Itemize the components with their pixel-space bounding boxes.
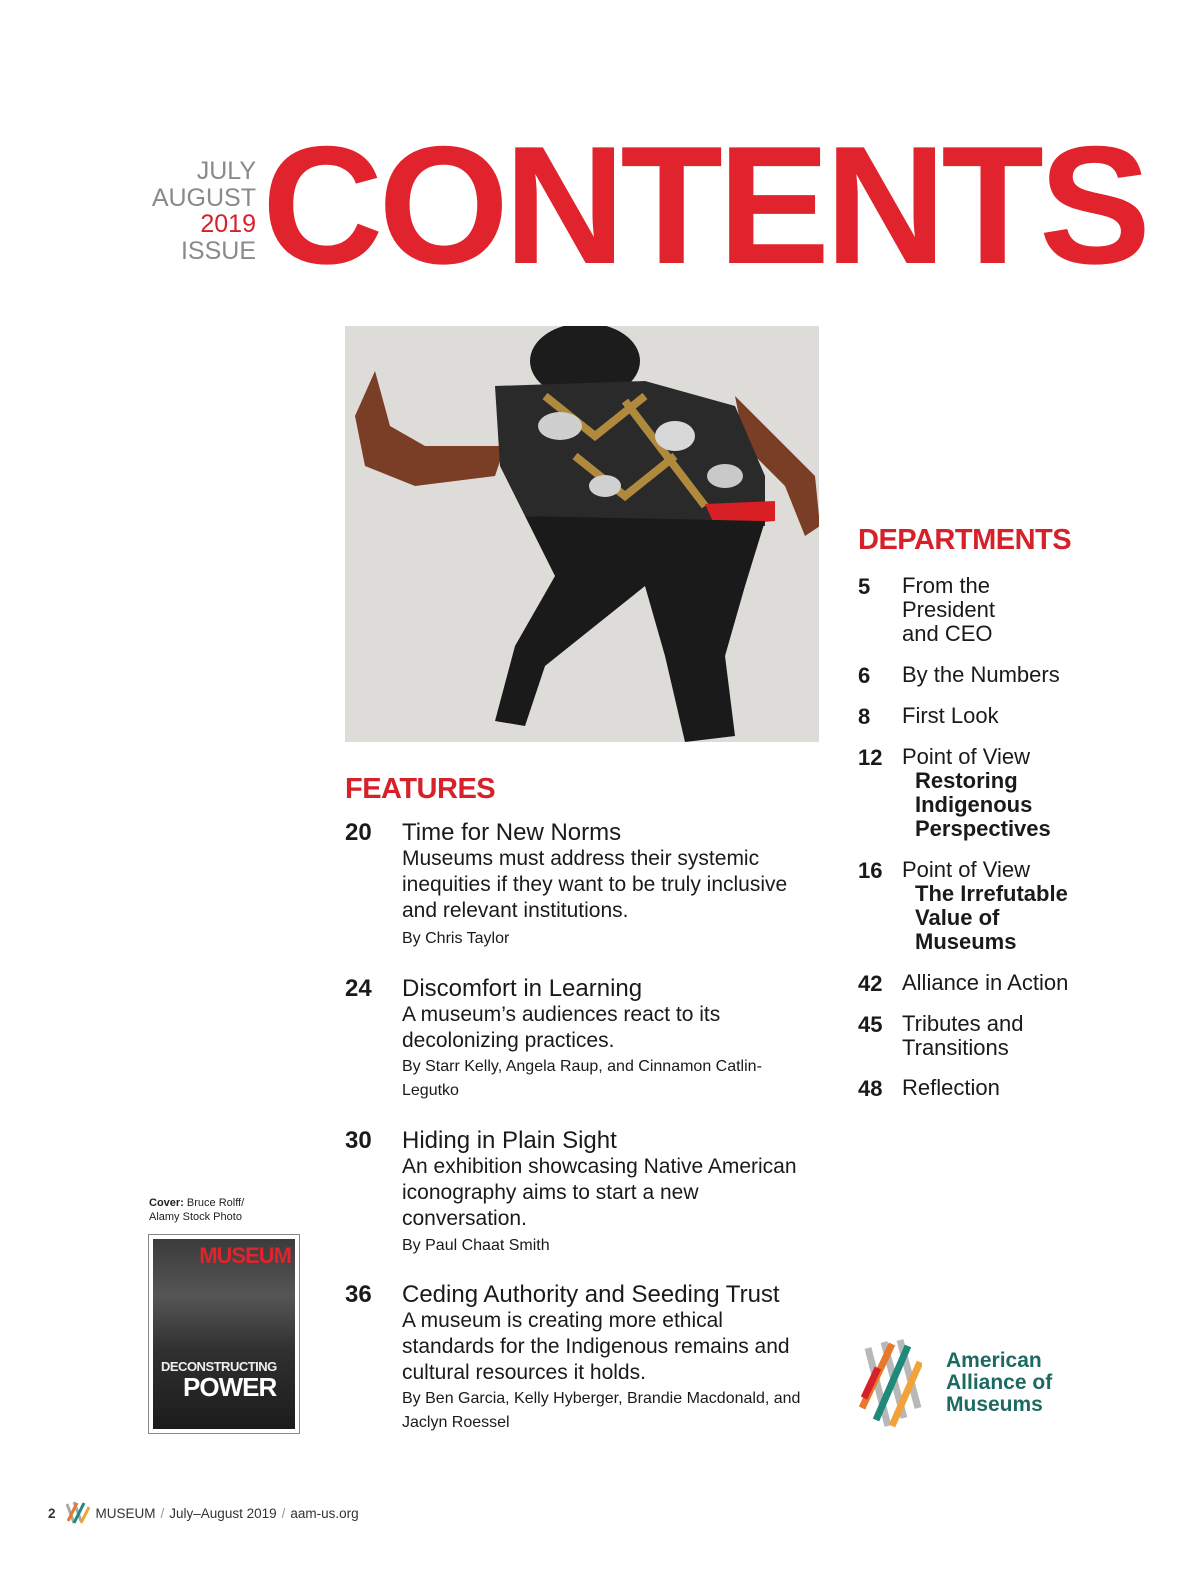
issue-month-2: AUGUST [151, 183, 256, 212]
aam-logo-line-1: American [946, 1349, 1042, 1372]
department-title: Alliance in Action [902, 970, 1069, 995]
feature-description: A museum’s audiences react to its decolonizing practices. [402, 1003, 721, 1052]
department-page-number: 45 [858, 1012, 883, 1037]
issue-label: ISSUE [180, 236, 256, 265]
hero-image [345, 326, 819, 742]
department-item[interactable] [858, 663, 1158, 689]
footer-separator: / [160, 1505, 165, 1521]
department-page-number: 12 [858, 745, 883, 770]
cover-magazine-name: MUSEUM [199, 1243, 291, 1268]
cover-credit-label: Cover: [149, 1197, 184, 1209]
aam-logo-text [946, 1350, 1052, 1416]
feature-description: A museum is creating more ethical standards for the Indigenous remains and cultural resources it holds. [402, 1309, 790, 1384]
aam-lattice-logo-icon [858, 1338, 922, 1428]
department-page-number: 6 [858, 663, 871, 688]
department-page-number: 16 [858, 858, 883, 883]
department-title: Tributes and Transitions [902, 1011, 1024, 1060]
feature-byline: By Paul Chaat Smith [402, 1237, 550, 1254]
department-title: First Look [902, 703, 999, 728]
page-footer [48, 1501, 359, 1525]
department-page-number: 8 [858, 704, 871, 729]
feature-title: Discomfort in Learning [402, 975, 643, 1002]
department-item[interactable] [858, 858, 1158, 956]
dancer-painting-illustration [345, 326, 819, 742]
feature-page-number: 30 [345, 1127, 372, 1154]
cover-headline-2: POWER [183, 1372, 277, 1402]
department-item[interactable] [858, 1076, 1158, 1102]
department-item[interactable] [858, 745, 1158, 843]
feature-page-number: 36 [345, 1281, 372, 1308]
footer-magazine: MUSEUM [95, 1505, 156, 1521]
footer-issue: July–August 2019 [169, 1505, 277, 1521]
department-item[interactable] [858, 1012, 1158, 1062]
features-heading: FEATURES [345, 773, 496, 805]
cover-thumbnail[interactable] [148, 1234, 300, 1434]
department-item[interactable] [858, 574, 1158, 648]
cover-headline-1: DECONSTRUCTING [161, 1359, 277, 1374]
feature-item[interactable] [345, 1127, 805, 1262]
feature-title: Hiding in Plain Sight [402, 1127, 617, 1154]
department-title: By the Numbers [902, 662, 1060, 687]
department-title: Point of View [902, 857, 1031, 882]
department-title: From the President and CEO [902, 573, 995, 646]
page-number: 2 [48, 1505, 56, 1521]
feature-page-number: 20 [345, 819, 372, 846]
department-page-number: 5 [858, 574, 871, 599]
department-page-number: 42 [858, 971, 883, 996]
feature-item[interactable] [345, 819, 805, 959]
department-subtitle: Restoring Indigenous Perspectives [915, 768, 1051, 841]
feature-byline: By Starr Kelly, Angela Raup, and Cinnamon Catlin-Legutko [402, 1058, 762, 1099]
feature-title: Ceding Authority and Seeding Trust [402, 1281, 780, 1308]
department-subtitle: The Irrefutable Value of Museums [915, 881, 1068, 954]
footer-website-link[interactable]: aam-us.org [290, 1505, 359, 1521]
department-title: Reflection [902, 1075, 1000, 1100]
cover-credit [149, 1196, 244, 1224]
issue-year: 2019 [200, 210, 256, 238]
issue-month-1: JULY [196, 157, 256, 185]
feature-item[interactable] [345, 975, 805, 1105]
feature-byline: By Ben Garcia, Kelly Hyberger, Brandie Macdonald, and Jaclyn Roessel [402, 1390, 801, 1431]
aam-logo-line-2: Alliance of [946, 1371, 1053, 1394]
department-page-number: 48 [858, 1076, 883, 1101]
feature-page-number: 24 [345, 975, 372, 1002]
department-item[interactable] [858, 704, 1158, 730]
cover-credit-name: Bruce Rolff/ [186, 1197, 245, 1209]
aam-logo-line-3: Museums [946, 1393, 1043, 1416]
department-title: Point of View [902, 744, 1031, 769]
feature-title: Time for New Norms [402, 819, 622, 846]
feature-description: Museums must address their systemic inequities if they want to be truly inclusive and relevant institutions. [402, 847, 788, 922]
department-item[interactable] [858, 971, 1158, 997]
feature-item[interactable] [345, 1281, 805, 1441]
issue-date [130, 158, 256, 264]
footer-separator: / [281, 1505, 286, 1521]
cover-image [153, 1239, 295, 1429]
feature-byline: By Chris Taylor [402, 930, 510, 947]
feature-description: An exhibition showcasing Native American iconography aims to start a new conversation. [402, 1155, 797, 1230]
departments-heading: DEPARTMENTS [858, 524, 1072, 556]
page-title: CONTENTS [262, 111, 1146, 299]
cover-credit-agency: Alamy Stock Photo [149, 1211, 242, 1223]
aam-mini-logo-icon [64, 1501, 90, 1525]
